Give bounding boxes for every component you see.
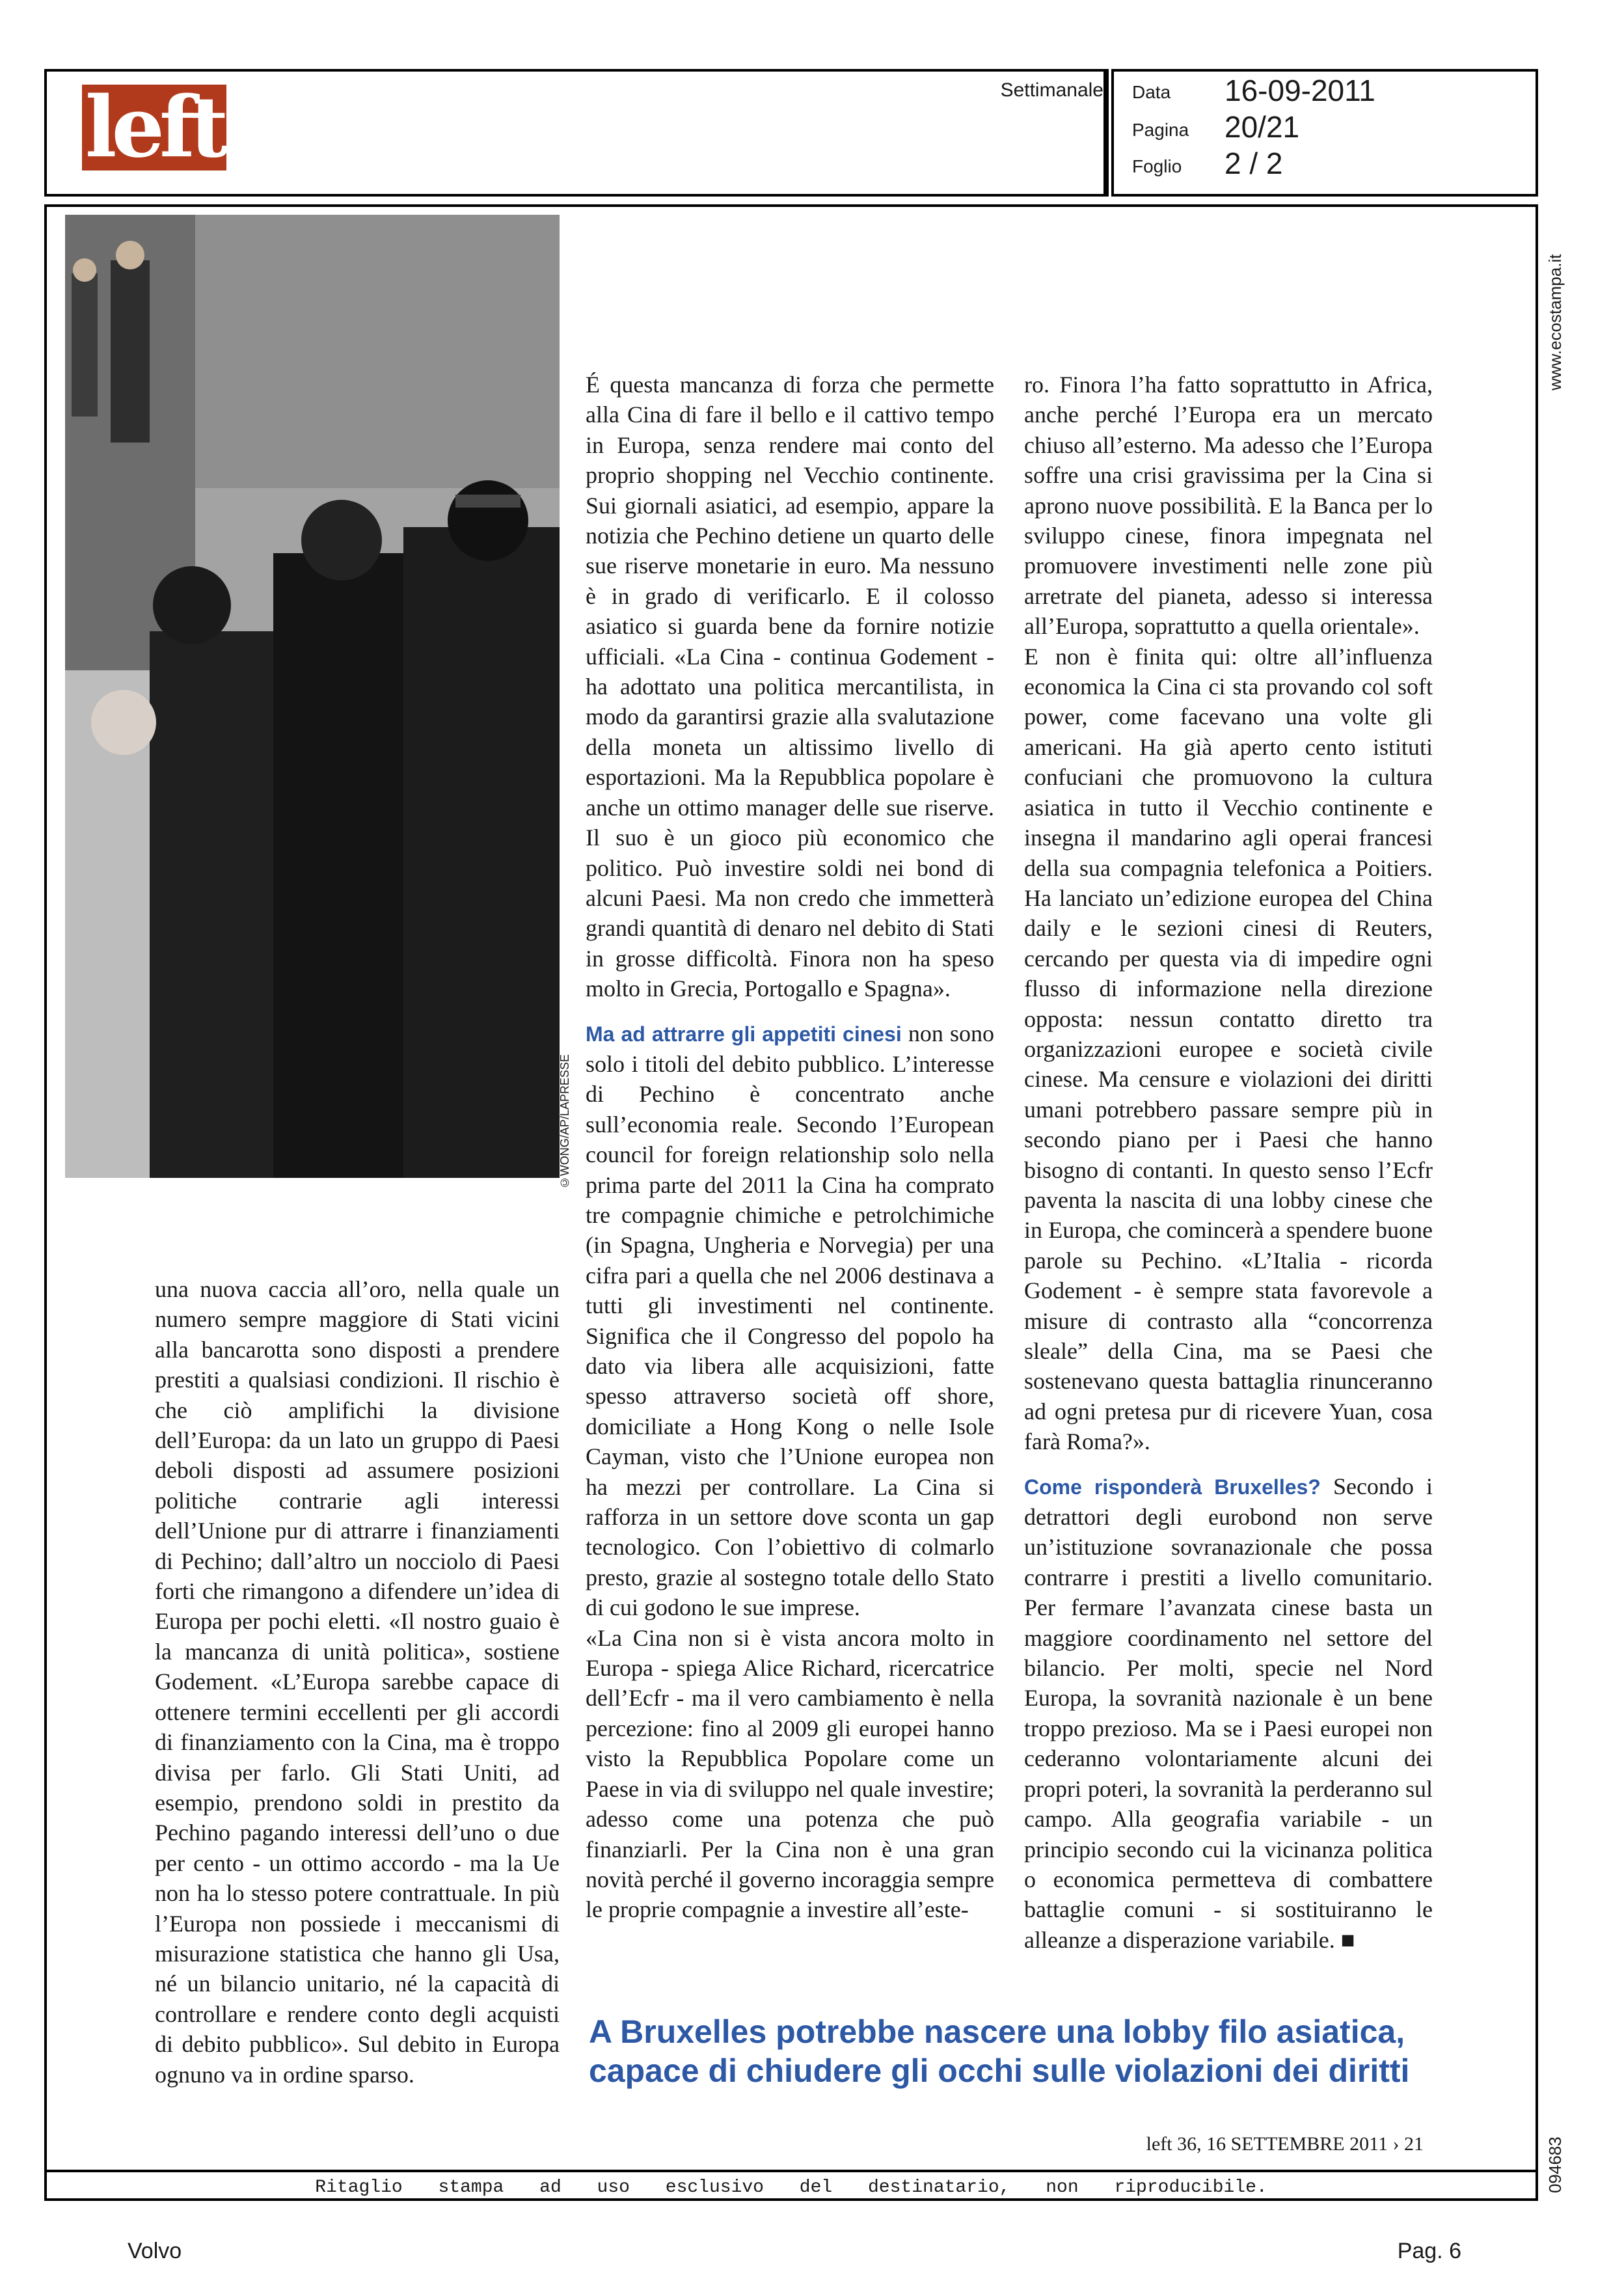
sheet-value: 2 / 2 xyxy=(1225,146,1283,180)
paragraph: ro. Finora l’ha fatto soprattutto in Africa, anche perché l’Europa era un mercato chiuso all’esterno. Ma adesso che l’Europa soffre una crisi gravissima per la Cina si aprono nuove possibilità. E la Banca per lo sviluppo cinese, finora impegnata nel promuovere investimenti nelle zone più arretrate del pianeta, adesso si interessa all’Europa, soprattutto a quella orientale». xyxy=(1024,372,1433,640)
section-lead: Ma ad attrarre gli appetiti cinesi xyxy=(586,1022,902,1046)
page-number: Pag. 6 xyxy=(1397,2239,1461,2263)
magazine-logo: left xyxy=(82,85,226,171)
section-lead: Come risponderà Bruxelles? xyxy=(1024,1475,1321,1499)
paragraph: E non è finita qui: oltre all’influenza economica la Cina ci sta provando col soft power, come facevano una volte gli americani. Ha già aperto cento istituti confuciani che promuovono la cultura asiatica in tutto il Vecchio continente e insegna il mandarino agli operai francesi della sua compagnia telefonica a Poitiers. Ha lanciato un’edizione europea del China daily e le sezioni cinesi di Reuters, cercando per questa via di impedire ogni flusso di informazione nella direzione opposta: nessun contatto diretto tra organizzazioni europee e società civile cinese. Ma censure e violazioni dei diritti umani potrebbero passare sempre più in secondo piano per i Paesi che hanno bisogno di contanti. In questo senso l’Ecfr paventa la nascita di una lobby cinese che in Europa, che comincerà a spendere buone parole su Pechino. «L’Italia - ricorda Godement - è sempre stata favorevole a misure di contrasto alla “concorrenza sleale” della Cina, ma se Paesi che sostenevano questa battaglia rinunceranno ad ogni pretesa pur di ricevere Yuan, cosa farà Roma?». xyxy=(1024,643,1433,1455)
paragraph: «La Cina non si è vista ancora molto in Europa - spiega Alice Richard, ricercatrice dell’Ecfr - ma il vero cambiamento è nella percezione: fino al 2009 gli europei hanno visto la Repubblica Popolare come un Paese in via di sviluppo nel quale investire; adesso come una potenza che può finanziarli. Per la Cina non è una gran novità perché il governo incoraggia sempre le proprie compagnie a investire all’este- xyxy=(586,1624,994,1923)
pull-quote: A Bruxelles potrebbe nascere una lobby filo asiatica, capace di chiudere gli occhi sulle violazioni dei diritti xyxy=(589,2013,1410,2089)
article-column-1 xyxy=(155,1274,560,2090)
paragraph: una nuova caccia all’oro, nella quale un numero sempre maggiore di Stati vicini alla bancarotta sono disposti a prendere prestiti a qualsiasi condizioni. Il rischio è che ciò amplifichi la divisione dell’Europa: da un lato un gruppo di Paesi deboli disposti ad assumere posizioni politiche contrarie agli interessi dell’Unione pur di attrarre i finanziamenti di Pechino; dall’altro un nocciolo di Paesi forti che rimangono a difendere un’idea di Europa per pochi eletti. «Il nostro guaio è la mancanza di unità politica», sostiene Godement. «L’Europa sarebbe capace di ottenere termini eccellenti per gli accordi di finanziamento con la Cina, ma è troppo divisa per farlo. Gli Stati Uniti, ad esempio, prendono soldi in prestito da Pechino pagando interessi dell’uno o due per cento - un ottimo accordo - ma la Ue non ha lo stesso potere contrattuale. In più l’Europa non possiede i meccanismi di misurazione statistica che hanno gli Usa, né un bilancio unitario, né la capacità di controllare e rendere conto degli acquisti di debito pubblico». Sul debito in Europa ognuno va in ordine sparso. xyxy=(155,1276,560,2088)
paragraph-text: Secondo i detrattori degli eurobond non serve un’istituzione sovranazionale che possa contrarre i prestiti a livello comunitario. Per fermare l’avanzata cinese basta un maggiore coordinamento nel settore del bilancio. Per molti, specie nel Nord Europa, la sovranità nazionale è un bene troppo prezioso. Ma se i Paesi europei non cederanno volontariamente alcuni dei propri poteri, la sovranità la perderanno sul campo. Alla geografia variabile - un principio secondo cui la vicinanza politica o economica permetteva di combattere battaglie comuni - si sostituiranno le alleanze a disperazione variabile. ■ xyxy=(1024,1473,1433,1953)
date-label: Data xyxy=(1132,82,1171,102)
clipping-code: 094683 xyxy=(1545,2136,1565,2193)
page-value: 20/21 xyxy=(1225,110,1300,144)
paragraph xyxy=(586,1018,994,1623)
footer-divider xyxy=(44,2170,1538,2172)
paragraph-text: non sono solo i titoli del debito pubblico. L’interesse di Pechino è concentrato anche sull’economia reale. Secondo l’European council for foreign relationship solo nella prima parte del 2011 la Cina ha comprato tre compagnie chimiche e petrolchimiche (in Spagna, Ungheria e Norvegia) per una cifra pari a quella che nel 2006 destinava a tutti gli investimenti nel continente. Significa che il Congresso del popolo ha dato via libera alle acquisizioni, fatte spesso attraverso società off shore, domiciliate a Hong Kong o nelle Isole Cayman, visto che l’Unione europea non ha mezzi per controllare. La Cina si rafforza in un settore dove sconta un gap tecnologico. Con l’obiettivo di colmarlo presto, grazie al sostegno totale dello Stato di cui godono le sue imprese. xyxy=(586,1020,995,1621)
article-column-3 xyxy=(1024,370,1433,1955)
date-value: 16-09-2011 xyxy=(1225,74,1375,107)
paragraph xyxy=(1024,1471,1433,1956)
page-label: Pagina xyxy=(1132,120,1189,140)
photo-illustration xyxy=(65,215,560,1178)
sheet-label: Foglio xyxy=(1132,156,1182,176)
article-photo xyxy=(65,215,560,1178)
folio: left 36, 16 SETTEMBRE 2011 › 21 xyxy=(1146,2133,1424,2155)
clipping-notice: Ritaglio stampa ad uso esclusivo del destinatario, non riproducibile. xyxy=(315,2177,1267,2198)
paragraph: É questa mancanza di forza che permette alla Cina di fare il bello e il cattivo tempo in Europa, senza rendere mai conto del proprio shopping nel Vecchio continente. Sui giornali asiatici, ad esempio, appare la notizia che Pechino detiene un quarto delle sue riserve monetarie in euro. Ma nessuno è in grado di verificarlo. E il colosso asiatico si guarda bene da fornire notizie ufficiali. «La Cina - continua Godement - ha adottato una politica mercantilista, in modo da garantirsi grazie alla svalutazione della moneta un altissimo livello di esportazioni. Ma la Repubblica popolare è anche un ottimo manager delle sue riserve. Il suo è un gioco più economico che politico. Può investire soldi nei bond di alcuni Paesi. Ma non credo che immetterà grandi quantità di denaro nel debito di Stati in grosse difficoltà. Finora non ha speso molto in Grecia, Portogallo e Spagna». xyxy=(586,372,994,1002)
website-label: www.ecostampa.it xyxy=(1545,254,1565,390)
client-label: Volvo xyxy=(128,2239,182,2263)
header-divider xyxy=(1103,69,1106,197)
periodicity-label: Settimanale xyxy=(1000,79,1103,101)
photo-credit: ©WONG/AP/LAPRESSE xyxy=(558,1054,571,1190)
article-column-2 xyxy=(586,370,994,1925)
